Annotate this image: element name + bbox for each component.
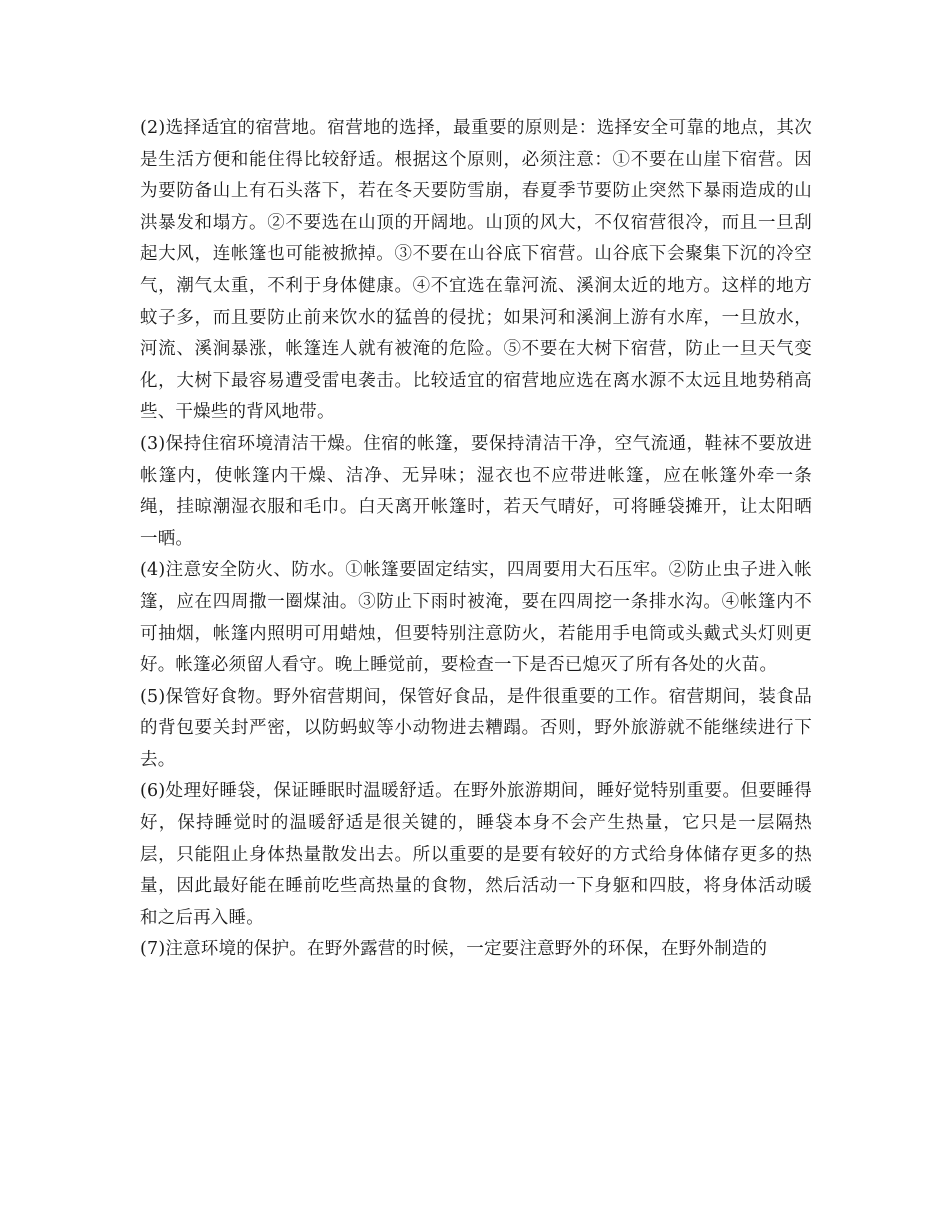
paragraph-food-storage: (5)保管好食物。野外宿营期间，保管好食品，是件很重要的工作。宿营期间，装食品的背包要关封严密，以防蚂蚁等小动物进去糟蹋。否则，野外旅游就不能继续进行下去。 [140, 686, 812, 770]
paragraph-environment-protection: (7)注意环境的保护。在野外露营的时候，一定要注意野外的环保，在野外制造的 [140, 939, 768, 960]
paragraph-sleeping-bag: (6)处理好睡袋，保证睡眠时温暖舒适。在野外旅游期间，睡好觉特别重要。但要睡得好，保持睡觉时的温暖舒适是很关键的，睡袋本身不会产生热量，它只是一层隔热层，只能阻止身体热量散发出去。所以重要的是要有较好的方式给身体储存更多的热量，因此最好能在睡前吃些高热量的食物，然后活动一下身躯和四肢，将身体活动暖和之后再入睡。 [140, 781, 812, 928]
document-body [140, 113, 812, 966]
paragraph-clean-dry-environment: (3)保持住宿环境清洁干燥。住宿的帐篷，要保持清洁干净，空气流通，鞋袜不要放进帐篷内，使帐篷内干燥、洁净、无异味；湿衣也不应带进帐篷，应在帐篷外牵一条绳，挂晾潮湿衣服和毛巾。白天离开帐篷时，若天气晴好，可将睡袋摊开，让太阳晒一晒。 [140, 433, 812, 549]
paragraph-fire-water-safety: (4)注意安全防火、防水。①帐篷要固定结实，四周要用大石压牢。②防止虫子进入帐篷，应在四周撒一圈煤油。③防止下雨时被淹，要在四周挖一条排水沟。④帐篷内不可抽烟，帐篷内照明可用蜡烛，但要特别注意防火，若能用手电筒或头戴式头灯则更好。帐篷必须留人看守。晚上睡觉前，要检查一下是否已熄灭了所有各处的火苗。 [140, 560, 812, 676]
paragraph-campsite-selection: (2)选择适宜的宿营地。宿营地的选择，最重要的原则是：选择安全可靠的地点，其次是生活方便和能住得比较舒适。根据这个原则，必须注意：①不要在山崖下宿营。因为要防备山上有石头落下，若在冬天要防雪崩，春夏季节要防止突然下暴雨造成的山洪暴发和塌方。②不要选在山顶的开阔地。山顶的风大，不仅宿营很冷，而且一旦刮起大风，连帐篷也可能被掀掉。③不要在山谷底下宿营。山谷底下会聚集下沉的冷空气，潮气太重，不利于身体健康。④不宜选在靠河流、溪涧太近的地方。这样的地方蚊子多，而且要防止前来饮水的猛兽的侵扰；如果河和溪涧上游有水库，一旦放水，河流、溪涧暴涨，帐篷连人就有被淹的危险。⑤不要在大树下宿营，防止一旦天气变化，大树下最容易遭受雷电袭击。比较适宜的宿营地应选在离水源不太远且地势稍高些、干燥些的背风地带。 [140, 118, 812, 423]
